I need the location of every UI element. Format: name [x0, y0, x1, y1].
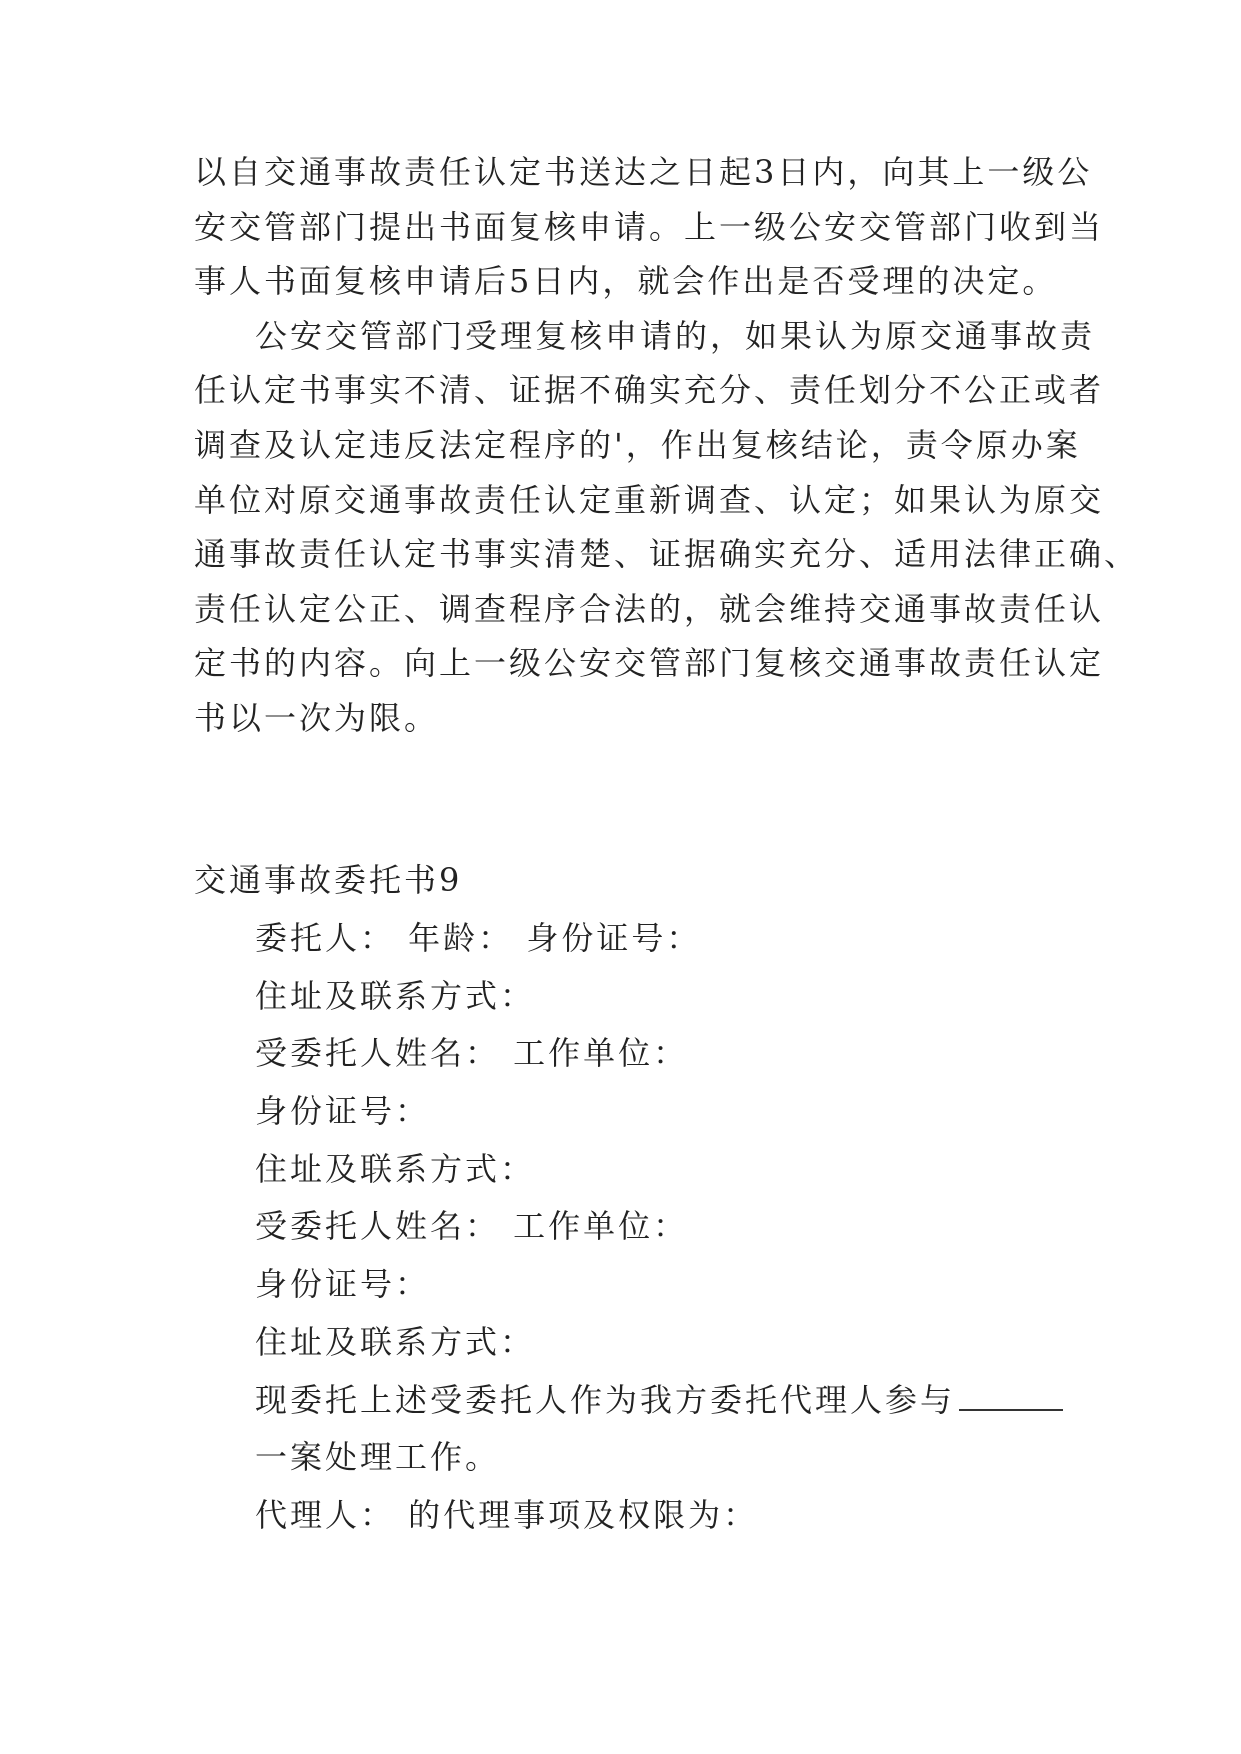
section-title: 交通事故委托书9	[194, 861, 463, 899]
fill-in-blank	[959, 1383, 1063, 1411]
form-line-agent: 受委托人姓名： 工作单位：	[255, 1034, 689, 1072]
paragraph-line: 公安交管部门受理复核申请的，如果认为原交通事故责	[255, 317, 1096, 355]
paragraph-line: 单位对原交通事故责任认定重新调查、认定；如果认为原交	[194, 481, 1105, 519]
paragraph-line: 任认定书事实不清、证据不确实充分、责任划分不公正或者	[194, 371, 1105, 409]
paragraph-line: 以自交通事故责任认定书送达之日起3日内，向其上一级公	[194, 153, 1093, 191]
form-line-id: 身份证号：	[255, 1265, 431, 1303]
form-line-id: 身份证号：	[255, 1092, 431, 1130]
form-line-agent: 受委托人姓名： 工作单位：	[255, 1207, 689, 1245]
paragraph-line: 安交管部门提出书面复核申请。上一级公安交管部门收到当	[194, 208, 1105, 246]
paragraph-line: 书以一次为限。	[194, 699, 440, 737]
paragraph-line: 定书的内容。向上一级公安交管部门复核交通事故责任认定	[194, 644, 1105, 682]
form-line-address: 住址及联系方式：	[255, 1150, 536, 1188]
form-line-address: 住址及联系方式：	[255, 977, 536, 1015]
paragraph-line: 调查及认定违反法定程序的'，作出复核结论，责令原办案	[194, 426, 1081, 464]
form-line-case: 一案处理工作。	[255, 1438, 501, 1476]
form-line-address: 住址及联系方式：	[255, 1323, 536, 1361]
paragraph-line: 通事故责任认定书事实清楚、证据确实充分、适用法律正确、	[194, 535, 1140, 573]
form-line-delegation	[255, 1380, 1063, 1420]
delegation-text: 现委托上述受委托人作为我方委托代理人参与	[255, 1381, 956, 1419]
form-line-authority: 代理人： 的代理事项及权限为：	[255, 1496, 759, 1534]
form-line-client: 委托人： 年龄： 身份证号：	[255, 919, 702, 957]
paragraph-line: 事人书面复核申请后5日内，就会作出是否受理的决定。	[194, 262, 1058, 300]
paragraph-line: 责任认定公正、调查程序合法的，就会维持交通事故责任认	[194, 590, 1105, 628]
